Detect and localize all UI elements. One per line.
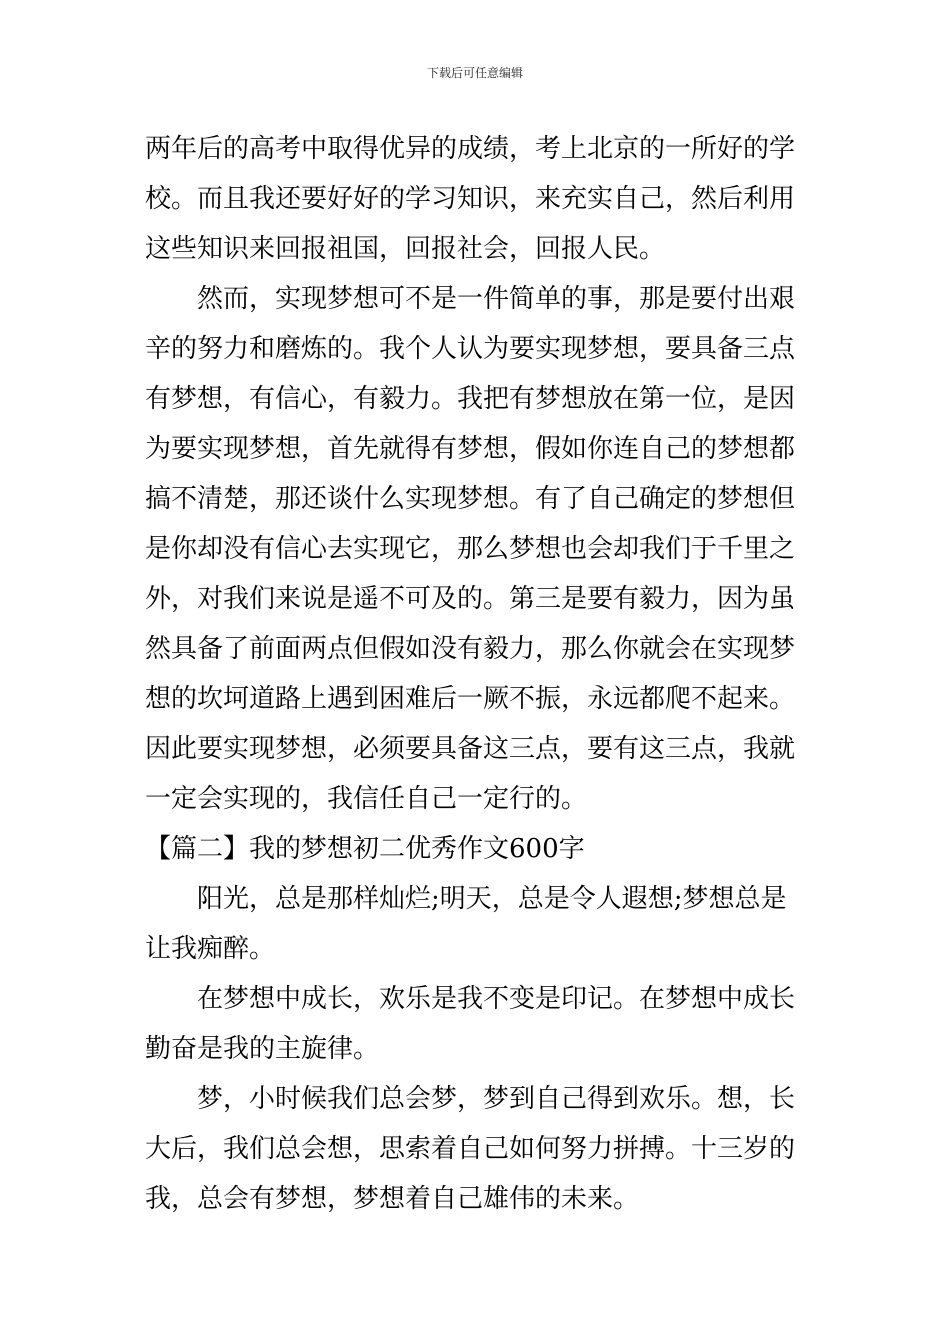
text-line: 大后，我们总会想，思索着自己如何努力拼搏。十三岁的	[145, 1134, 796, 1164]
text-line: 在梦想中成长，欢乐是我不变是印记。在梦想中成长	[197, 984, 796, 1014]
text-line: 有梦想，有信心，有毅力。我把有梦想放在第一位，是因	[145, 384, 796, 414]
text-line: 校。而且我还要好好的学习知识，来充实自己，然后利用	[145, 184, 796, 214]
text-line: 外，对我们来说是遥不可及的。第三是要有毅力，因为虽	[145, 584, 796, 614]
text-line: 勤奋是我的主旋律。	[145, 1034, 380, 1064]
text-line: 然而，实现梦想可不是一件简单的事，那是要付出艰	[197, 284, 796, 314]
text-line: 阳光，总是那样灿烂;明天，总是令人遐想;梦想总是	[197, 884, 787, 914]
text-line: 一定会实现的，我信任自己一定行的。	[145, 784, 588, 814]
text-line: 辛的努力和磨炼的。我个人认为要实现梦想，要具备三点	[145, 334, 796, 364]
text-line: 然具备了前面两点但假如没有毅力，那么你就会在实现梦	[145, 634, 796, 664]
heading-line: 【篇二】我的梦想初二优秀作文600字	[145, 834, 585, 864]
paragraph	[145, 274, 810, 824]
text-line: 让我痴醉。	[145, 934, 276, 964]
paragraph	[145, 974, 810, 1074]
text-line: 搞不清楚，那还谈什么实现梦想。有了自己确定的梦想但	[145, 484, 796, 514]
paragraph	[145, 124, 810, 274]
text-line: 梦，小时候我们总会梦，梦到自己得到欢乐。想，长	[197, 1084, 796, 1114]
paragraph	[145, 874, 810, 974]
text-line: 两年后的高考中取得优异的成绩，考上北京的一所好的学	[145, 134, 796, 164]
text-line: 我，总会有梦想，梦想着自己雄伟的未来。	[145, 1184, 640, 1214]
page-header: 下载后可任意编辑	[426, 66, 523, 80]
document-body	[145, 124, 810, 1224]
text-line: 想的坎坷道路上遇到困难后一厥不振，永远都爬不起来。	[145, 684, 796, 714]
text-line: 因此要实现梦想，必须要具备这三点，要有这三点，我就	[145, 734, 796, 764]
section-heading	[145, 824, 810, 874]
text-line: 为要实现梦想，首先就得有梦想，假如你连自己的梦想都	[145, 434, 796, 464]
text-line: 是你却没有信心去实现它，那么梦想也会却我们于千里之	[145, 534, 796, 564]
paragraph	[145, 1074, 810, 1224]
text-line: 这些知识来回报祖国，回报社会，回报人民。	[145, 234, 666, 264]
